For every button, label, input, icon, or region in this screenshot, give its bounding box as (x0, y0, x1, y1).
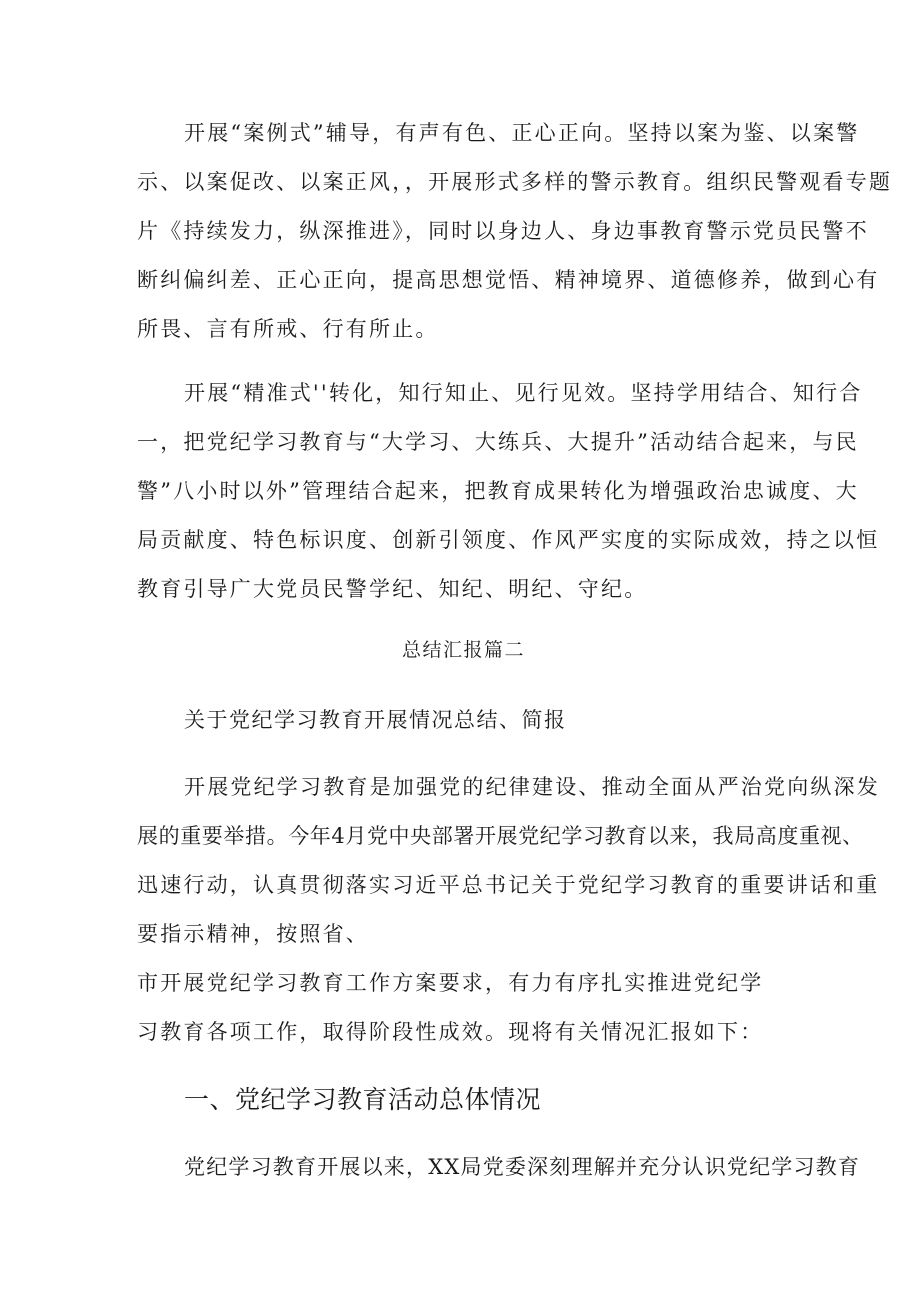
paragraph-2-line-4: 局贡献度、特色标识度、创新引领度、作风严实度的实际成效，持之以恒 (137, 528, 880, 552)
paragraph-4-line-1: 党纪学习教育开展以来，XX局党委深刻理解并充分认识党纪学习教育 (184, 1155, 861, 1179)
paragraph-2-line-2: 一，把党纪学习教育与“大学习、大练兵、大提升”活动结合起来，与民 (137, 430, 859, 454)
section-title: 总结汇报篇二 (402, 639, 526, 661)
paragraph-1-line-2: 示、以案促改、以案正风，，开展形式多样的警示教育。组织民警观看专题 (137, 170, 893, 194)
paragraph-3-line-4: 要指示精神，按照省、 (137, 922, 369, 946)
paragraph-2-line-5: 教育引导广大党员民警学纪、知纪、明纪、守纪。 (137, 577, 648, 601)
paragraph-1-line-3: 片《持续发力，纵深推进》，同时以身边人、身边事教育警示党员民警不 (137, 219, 869, 243)
paragraph-1-line-5: 所畏、言有所戒、行有所止。 (137, 317, 439, 341)
paragraph-2-line-3: 警”八小时以外”管理结合起来，把教育成果转化为增强政治忠诚度、大 (137, 479, 859, 503)
paragraph-3-line-6: 习教育各项工作，取得阶段性成效。现将有关情况汇报如下： (137, 1020, 764, 1044)
paragraph-1-line-4: 断纠偏纠差、正心正向，提高思想觉悟、精神境界、道德修养，做到心有 (137, 268, 880, 292)
paragraph-3-line-2: 展的重要举措。今年4月党中央部署开展党纪学习教育以来，我局高度重视、 (137, 824, 864, 848)
paragraph-3-line-5: 市开展党纪学习教育工作方案要求，有力有序扎实推进党纪学 (137, 971, 764, 995)
paragraph-2-line-1: 开展“精准式''转化，知行知止、见行见效。坚持学用结合、知行合 (184, 381, 863, 405)
paragraph-3-line-1: 开展党纪学习教育是加强党的纪律建设、推动全面从严治党向纵深发 (184, 775, 880, 799)
paragraph-1-line-1: 开展“案例式”辅导，有声有色、正心正向。坚持以案为鉴、以案警 (184, 121, 860, 145)
heading-1: 一、党纪学习教育活动总体情况 (184, 1085, 542, 1114)
paragraph-3-line-3: 迅速行动，认真贯彻落实习近平总书记关于党纪学习教育的重要讲话和重 (137, 873, 880, 897)
report-title: 关于党纪学习教育开展情况总结、简报 (184, 708, 567, 732)
